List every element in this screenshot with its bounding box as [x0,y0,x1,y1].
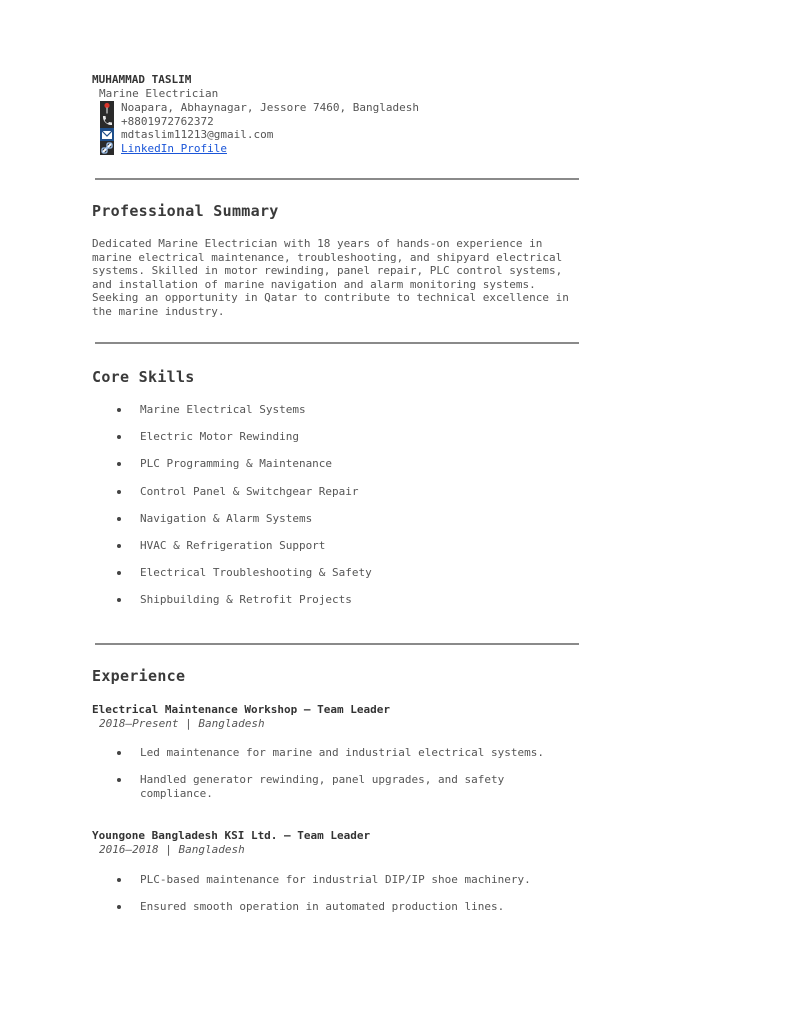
skill-item: Shipbuilding & Retrofit Projects [92,593,580,620]
skill-item: Marine Electrical Systems [92,403,580,430]
phone-text: +8801972762372 [121,114,214,128]
email-text: mdtaslim11213@gmail.com [121,128,274,142]
resume-body [92,0,580,1024]
linkedin-link[interactable]: LinkedIn Profile [121,141,227,155]
address-text: Noapara, Abhaynagar, Jessore 7460, Bangladesh [121,101,420,115]
skills-heading: Core Skills [92,368,195,386]
divider-summary [95,178,579,180]
candidate-title: Marine Electrician [99,87,219,100]
summary-heading: Professional Summary [92,202,279,220]
summary-text: Dedicated Marine Electrician with 18 years of hands-on experience in marine electrical maintenance, troubleshooting, and shipyard electrical systems. Skilled in motor rewinding, panel repair, PLC control systems, and installation of marine navigation and alarm monitoring systems. Seeking an opportunity in Qatar to contribute to technical excellence in the marine industry. [92,237,569,318]
skill-item: PLC Programming & Maintenance [92,457,580,484]
job-bullets [92,873,580,927]
skill-item: Electric Motor Rewinding [92,430,580,457]
experience-heading: Experience [92,667,186,685]
job-title: Electrical Maintenance Workshop – Team Leader [92,703,391,716]
job-bullet: Handled generator rewinding, panel upgrades, and safety compliance. [92,773,580,801]
candidate-name: MUHAMMAD TASLIM [92,73,192,86]
skill-item: Control Panel & Switchgear Repair [92,485,580,512]
job-bullet: Ensured smooth operation in automated production lines. [92,900,580,914]
skill-item: HVAC & Refrigeration Support [92,539,580,566]
divider-skills [95,342,579,344]
job-title: Youngone Bangladesh KSI Ltd. – Team Leader [92,829,371,842]
job-meta: 2016–2018 | Bangladesh [99,843,245,856]
job-meta: 2018–Present | Bangladesh [99,717,265,730]
skill-item: Electrical Troubleshooting & Safety [92,566,580,593]
job-bullet: PLC-based maintenance for industrial DIP/IP shoe machinery. [92,873,580,887]
job-bullet: Led maintenance for marine and industrial electrical systems. [92,746,580,760]
skill-item: Navigation & Alarm Systems [92,512,580,539]
skills-list [92,403,580,621]
divider-experience [95,643,579,645]
job-bullets [92,746,580,814]
